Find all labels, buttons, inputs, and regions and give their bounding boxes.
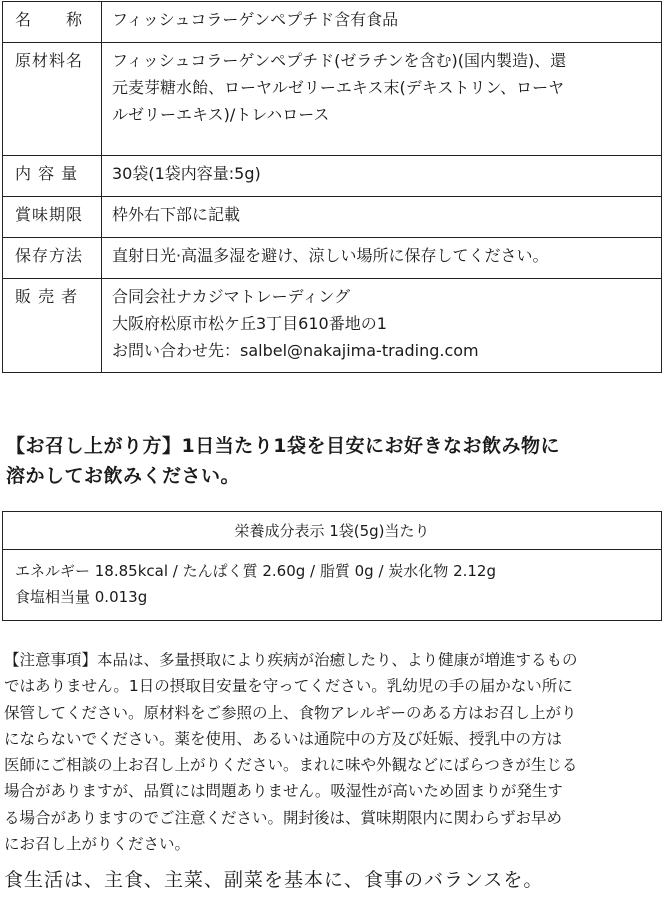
storage-label: 保存方法 — [3, 238, 102, 279]
spec-row-content — [3, 156, 662, 197]
caution-line: 医師にご相談の上お召し上がりください。まれに味や外観などにばらつきが生じる — [4, 756, 578, 775]
nutrition-body — [3, 550, 661, 618]
how-to-line: 溶かしてお飲みください。 — [6, 465, 241, 487]
seller-contact: お問い合わせ先：salbel@nakajima-trading.com — [112, 341, 479, 360]
spec-row-seller — [3, 279, 662, 373]
spec-row-name — [3, 2, 662, 43]
caution-line: にならないでください。薬を使用、あるいは通院中の方及び妊娠、授乳中の方は — [4, 729, 563, 748]
best-before-value: 枠外右下部に記載 — [102, 197, 662, 238]
spec-row-best-before — [3, 197, 662, 238]
nutrition-facts-box — [2, 511, 662, 621]
how-to-consume — [6, 431, 662, 491]
seller-address: 大阪府松原市松ケ丘3丁目610番地の1 — [112, 314, 387, 333]
content-label: 内 容 量 — [3, 156, 102, 197]
caution-line: ではありません。1日の摂取目安量を守ってください。乳幼児の手の届かない所に — [4, 677, 573, 696]
seller-label: 販 売 者 — [3, 279, 102, 373]
spec-row-storage — [3, 238, 662, 279]
caution-line: 【注意事項】本品は、多量摂取により疾病が治癒したり、より健康が増進するもの — [4, 651, 578, 669]
diet-balance-slogan: 食生活は、主食、主菜、副菜を基本に、食事のバランスを。 — [4, 869, 544, 891]
seller-value — [102, 279, 662, 373]
name-value: フィッシュコラーゲンペプチド含有食品 — [102, 2, 662, 43]
caution-line: にお召し上がりください。 — [4, 835, 191, 854]
content-value: 30袋(1袋内容量:5g) — [102, 156, 662, 197]
ingredients-value — [102, 43, 662, 156]
nutrition-line: 食塩相当量 0.013g — [15, 588, 148, 606]
spec-row-ingredients — [3, 43, 662, 156]
nutrition-header: 栄養成分表示 1袋(5g)当たり — [3, 512, 661, 550]
caution-notes — [4, 647, 662, 857]
ingredients-line: 元麦芽糖水飴、ローヤルゼリーエキス末(デキストリン、ローヤ — [112, 78, 565, 97]
caution-line: 保管してください。原材料をご参照の上、食物アレルギーのある方はお召し上がり — [4, 703, 577, 722]
ingredients-label: 原材料名 — [3, 43, 102, 156]
how-to-line: 【お召し上がり方】1日当たり1袋を目安にお好きなお飲み物に — [6, 435, 560, 457]
best-before-label: 賞味期限 — [3, 197, 102, 238]
nutrition-line: エネルギー 18.85kcal / たんぱく質 2.60g / 脂質 0g / 炭水化物 2.12g — [15, 562, 496, 580]
ingredients-line: フィッシュコラーゲンペプチド(ゼラチンを含む)(国内製造)、還 — [112, 51, 567, 70]
seller-company: 合同会社ナカジマトレーディング — [112, 287, 351, 306]
caution-line: 場合がありますが、品質には問題ありません。吸湿性が高いため固まりが発生す — [4, 782, 563, 801]
caution-line: る場合がありますのでご注意ください。開封後は、賞味期限内に関わらずお早め — [4, 808, 563, 827]
name-label: 名 称 — [3, 2, 102, 43]
product-spec-table — [2, 1, 662, 373]
ingredients-line: ルゼリーエキス)/トレハロース — [112, 105, 330, 124]
storage-value: 直射日光·高温多湿を避け、涼しい場所に保存してください。 — [102, 238, 662, 279]
